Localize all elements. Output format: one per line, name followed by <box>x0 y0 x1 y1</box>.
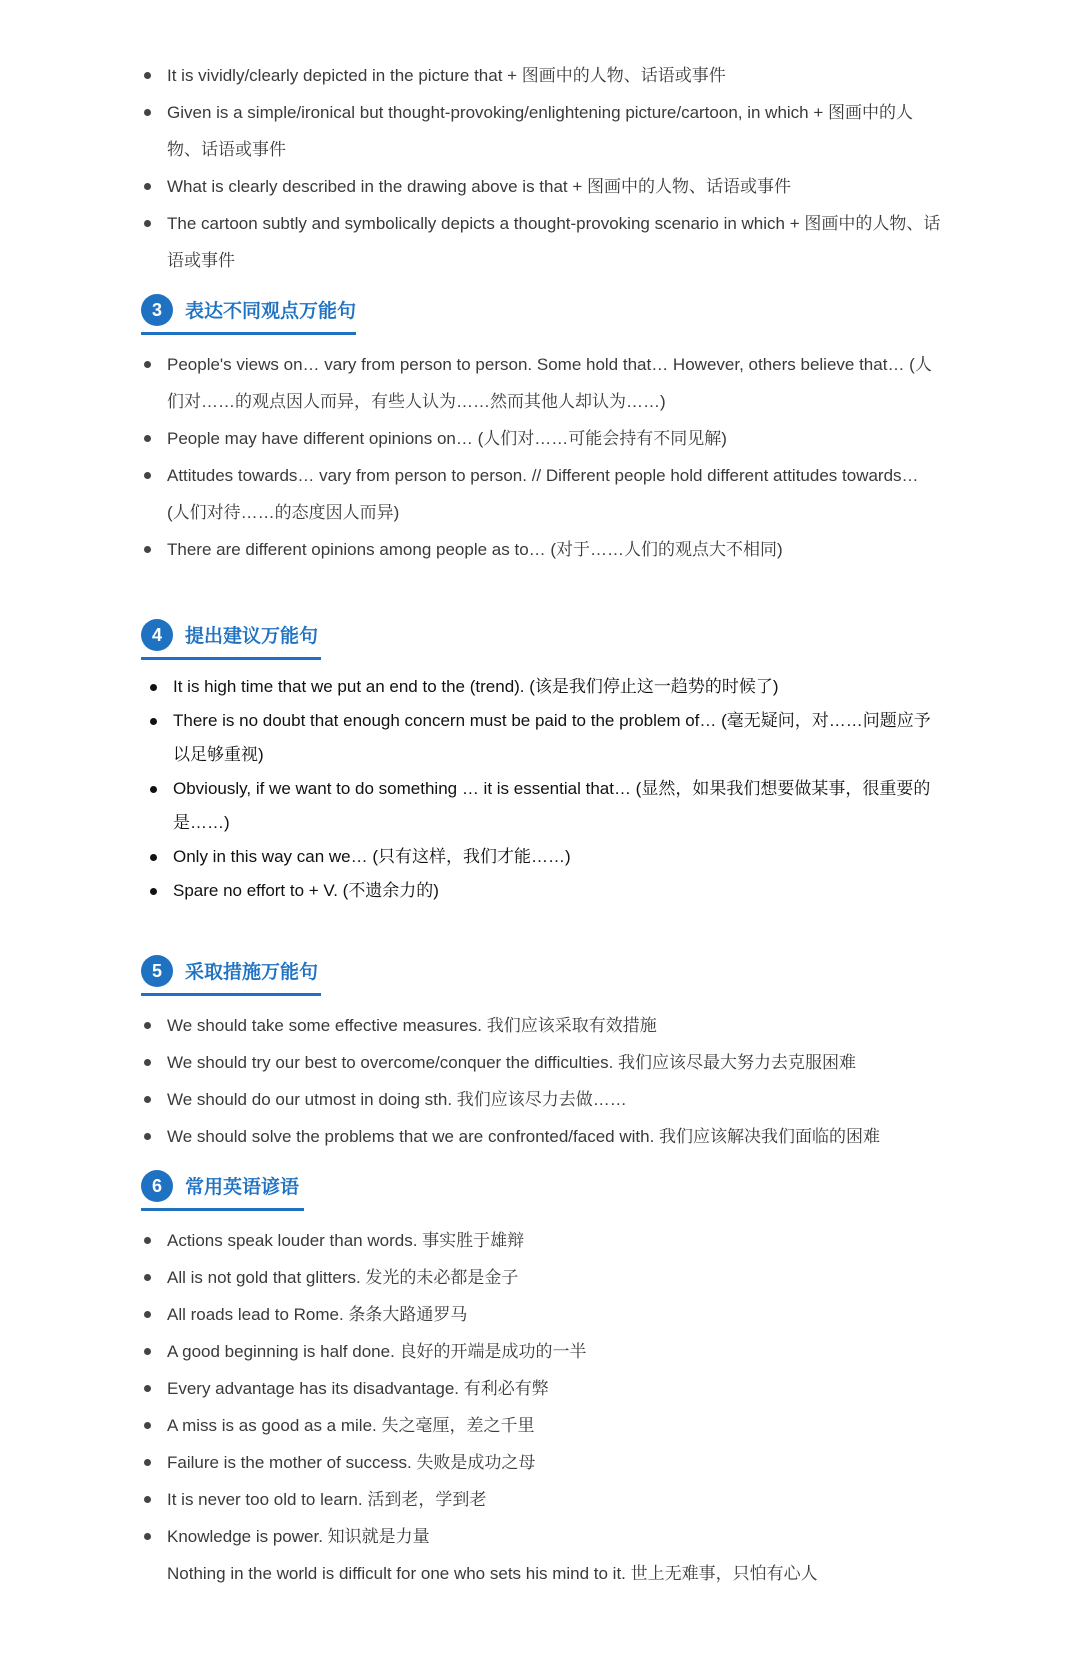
bullet-icon <box>144 1496 151 1503</box>
section-number-badge: 6 <box>141 1170 173 1202</box>
section-6-list <box>144 1222 944 1555</box>
list-item: Obviously, if we want to do something … it is essential that… (显然，如果我们想要做某事，很重要的是……) <box>150 772 940 840</box>
list-item: Spare no effort to + V. (不遗余力的) <box>150 874 940 908</box>
list-item: Failure is the mother of success. 失败是成功之母 <box>144 1444 944 1481</box>
bullet-icon <box>144 220 151 227</box>
heading-underline <box>141 1208 304 1211</box>
list-item: Every advantage has its disadvantage. 有利必有弊 <box>144 1370 944 1407</box>
section-number-badge: 4 <box>141 619 173 651</box>
bullet-icon <box>150 786 157 793</box>
heading-underline <box>141 332 356 335</box>
section-3-list <box>144 346 944 568</box>
bullet-icon <box>150 888 157 895</box>
bullet-icon <box>144 361 151 368</box>
bullet-icon <box>150 718 157 725</box>
bullet-icon <box>144 1133 151 1140</box>
section-4-list <box>150 670 940 908</box>
section-number-badge: 3 <box>141 294 173 326</box>
bullet-icon <box>144 1274 151 1281</box>
list-item: We should do our utmost in doing sth. 我们应该尽力去做…… <box>144 1081 944 1118</box>
list-item: Knowledge is power. 知识就是力量 <box>144 1518 944 1555</box>
bullet-icon <box>150 684 157 691</box>
section-title: 提出建议万能句 <box>185 626 319 647</box>
list-item: People may have different opinions on… (人们对……可能会持有不同见解) <box>144 420 944 457</box>
list-item: Attitudes towards… vary from person to person. // Different people hold different attitudes towards… (人们对待……的态度因人而异) <box>144 457 944 531</box>
bullet-icon <box>144 1385 151 1392</box>
list-item: A good beginning is half done. 良好的开端是成功的一半 <box>144 1333 944 1370</box>
bullet-icon <box>144 546 151 553</box>
list-item: What is clearly described in the drawing above is that + 图画中的人物、话语或事件 <box>144 168 944 205</box>
bullet-icon <box>144 1422 151 1429</box>
list-item: There is no doubt that enough concern must be paid to the problem of… (毫无疑问，对……问题应予以足够重视) <box>150 704 940 772</box>
bullet-icon <box>144 1237 151 1244</box>
list-item: There are different opinions among people as to… (对于……人们的观点大不相同) <box>144 531 944 568</box>
list-item: It is never too old to learn. 活到老，学到老 <box>144 1481 944 1518</box>
bullet-icon <box>144 1022 151 1029</box>
heading-underline <box>141 993 321 996</box>
list-item: A miss is as good as a mile. 失之毫厘，差之千里 <box>144 1407 944 1444</box>
bullet-icon <box>144 109 151 116</box>
list-item: We should try our best to overcome/conquer the difficulties. 我们应该尽最大努力去克服困难 <box>144 1044 944 1081</box>
list-item: It is vividly/clearly depicted in the picture that + 图画中的人物、话语或事件 <box>144 57 944 94</box>
list-item: We should solve the problems that we are confronted/faced with. 我们应该解决我们面临的困难 <box>144 1118 944 1155</box>
bullet-icon <box>144 1459 151 1466</box>
list-item: People's views on… vary from person to person. Some hold that… However, others believe that… (人们对……的观点因人而异，有些人认为……然而其他人却认为……) <box>144 346 944 420</box>
list-item: The cartoon subtly and symbolically depicts a thought-provoking scenario in which + 图画中的人物、话语或事件 <box>144 205 944 279</box>
list-item: All is not gold that glitters. 发光的未必都是金子 <box>144 1259 944 1296</box>
list-item: Given is a simple/ironical but thought-provoking/enlightening picture/cartoon, in which + 图画中的人物、话语或事件 <box>144 94 944 168</box>
list-item: It is high time that we put an end to the (trend). (该是我们停止这一趋势的时候了) <box>150 670 940 704</box>
bullet-icon <box>144 435 151 442</box>
list-item: Actions speak louder than words. 事实胜于雄辩 <box>144 1222 944 1259</box>
bullet-icon <box>144 1533 151 1540</box>
bullet-icon <box>150 854 157 861</box>
bullet-icon <box>144 183 151 190</box>
bullet-icon <box>144 72 151 79</box>
bullet-icon <box>144 1059 151 1066</box>
section-2-list <box>144 57 944 279</box>
list-item: Only in this way can we… (只有这样，我们才能……) <box>150 840 940 874</box>
heading-underline <box>141 657 321 660</box>
section-title: 常用英语谚语 <box>185 1177 300 1198</box>
bullet-icon <box>144 1348 151 1355</box>
list-item: We should take some effective measures. 我们应该采取有效措施 <box>144 1007 944 1044</box>
bullet-icon <box>144 1311 151 1318</box>
bullet-icon <box>144 472 151 479</box>
list-item: All roads lead to Rome. 条条大路通罗马 <box>144 1296 944 1333</box>
section-title: 采取措施万能句 <box>185 962 319 983</box>
section-5-list <box>144 1007 944 1155</box>
section-number-badge: 5 <box>141 955 173 987</box>
last-proverb-line: Nothing in the world is difficult for one who sets his mind to it. 世上无难事，只怕有心人 <box>167 1564 818 1583</box>
bullet-icon <box>144 1096 151 1103</box>
section-title: 表达不同观点万能句 <box>185 301 357 322</box>
